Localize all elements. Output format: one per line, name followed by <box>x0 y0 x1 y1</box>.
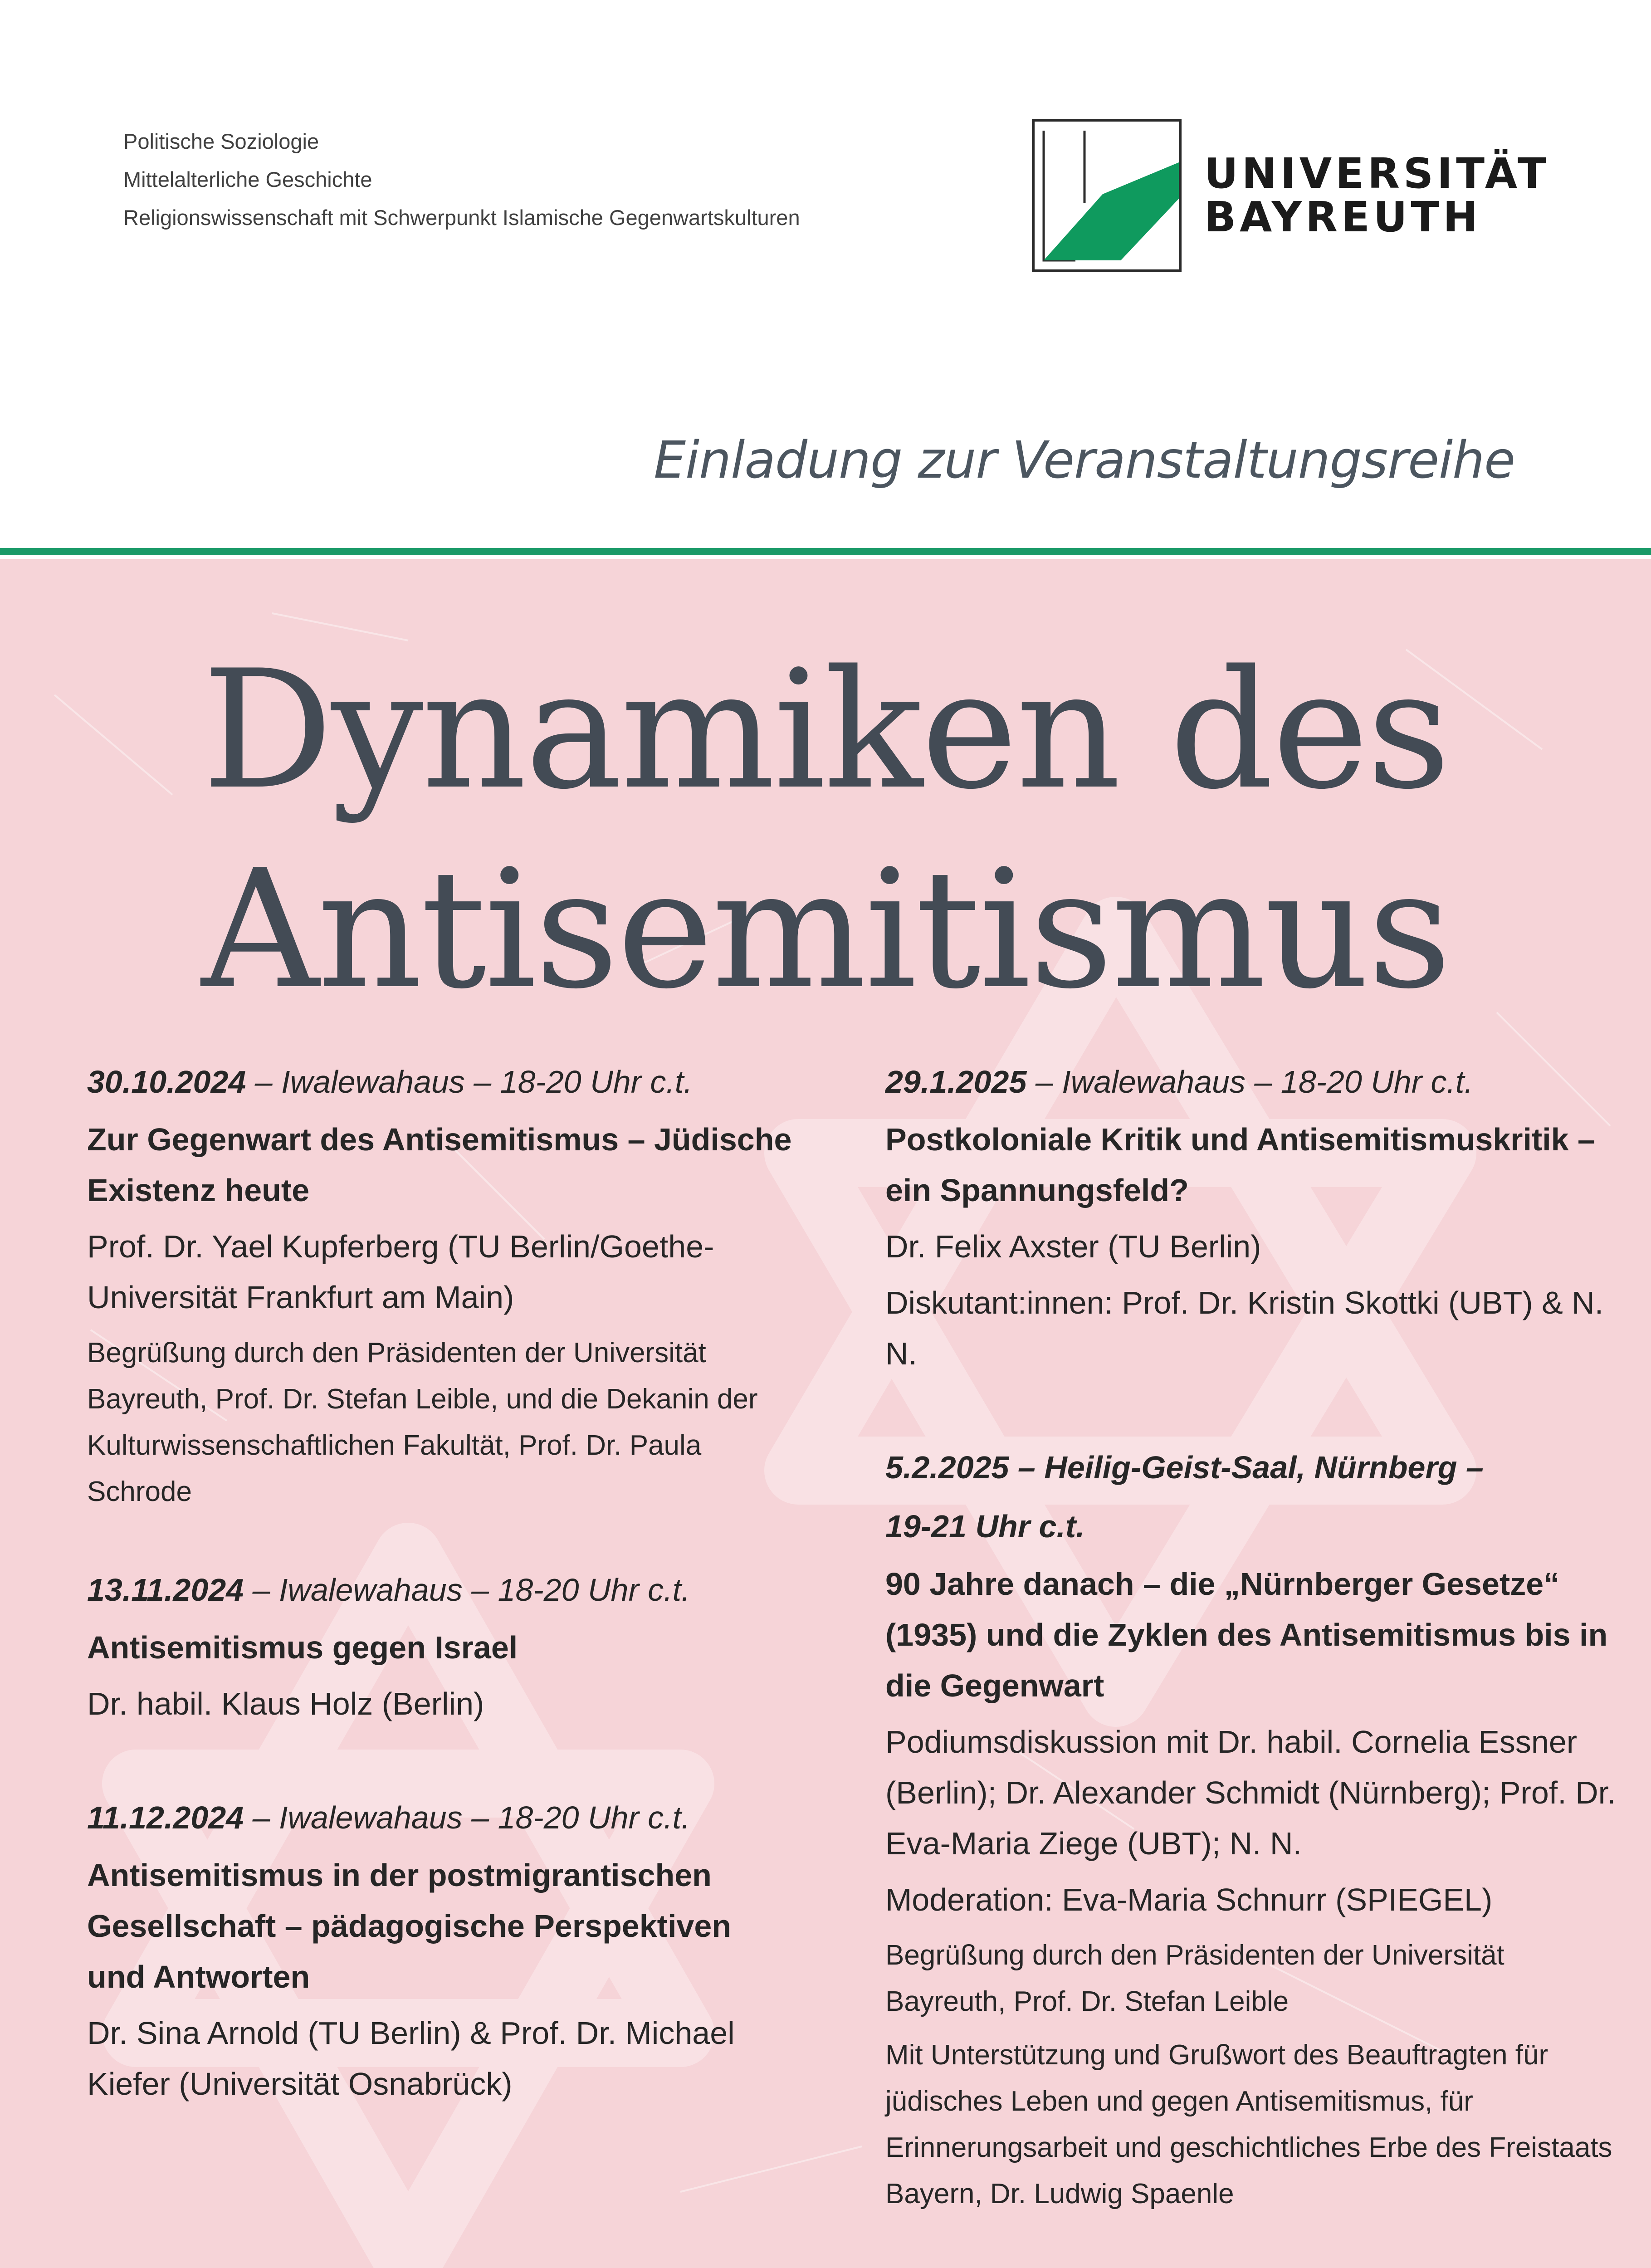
green-divider <box>0 548 1651 555</box>
event-speaker: Dr. Felix Axster (TU Berlin) <box>885 1229 1261 1264</box>
event-title: Antisemitismus in der postmigrantischen Gesellschaft – pädagogische Perspektiven und Antworten <box>87 1857 732 1994</box>
title-line-1: Dynamiken des <box>202 635 1449 825</box>
event-place: – Iwalewahaus – 18-20 Uhr c.t. <box>246 1064 693 1100</box>
event-note: Begrüßung durch den Präsidenten der Universität Bayreuth, Prof. Dr. Stefan Leible <box>885 1940 1504 2017</box>
page-title <box>0 631 1651 1030</box>
event-date-line <box>87 1788 795 1847</box>
event-title: Zur Gegenwart des Antisemitismus – Jüdische Existenz heute <box>87 1122 792 1208</box>
event-title: 90 Jahre danach – die „Nürnberger Gesetze“ (1935) und die Zyklen des Antisemitismus bis in die Gegenwart <box>885 1566 1608 1703</box>
university-logo <box>1032 119 1550 272</box>
event-time-line: 19-21 Uhr c.t. <box>885 1509 1085 1544</box>
event-place: – Iwalewahaus – 18-20 Uhr c.t. <box>244 1572 690 1608</box>
event-item <box>87 1788 795 2109</box>
event-item <box>87 1560 795 1729</box>
department-item: Politische Soziologie <box>123 129 319 153</box>
event-date-line <box>87 1560 795 1619</box>
event-speaker: Prof. Dr. Yael Kupferberg (TU Berlin/Goethe-Universität Frankfurt am Main) <box>87 1229 714 1315</box>
department-item: Religionswissenschaft mit Schwerpunkt Islamische Gegenwartskulturen <box>123 205 800 230</box>
events-right-column <box>885 1052 1620 2217</box>
event-moderation: Moderation: Eva-Maria Schnurr (SPIEGEL) <box>885 1882 1493 1917</box>
logo-line-2: BAYREUTH <box>1204 193 1482 241</box>
event-title: Antisemitismus gegen Israel <box>87 1630 518 1665</box>
event-discussants: Diskutant:innen: Prof. Dr. Kristin Skottki (UBT) & N. N. <box>885 1285 1604 1371</box>
event-date-line <box>87 1052 795 1111</box>
title-line-2: Antisemitismus <box>201 835 1450 1025</box>
event-date-line: 5.2.2025 – Heilig-Geist-Saal, Nürnberg – <box>885 1450 1484 1485</box>
university-logo-text <box>1204 149 1550 241</box>
department-list <box>123 122 800 237</box>
logo-line-1: UNIVERSITÄT <box>1204 149 1550 198</box>
event-item <box>885 1052 1620 1379</box>
event-date: 11.12.2024 <box>87 1800 244 1835</box>
event-place: – Iwalewahaus – 18-20 Uhr c.t. <box>1026 1064 1473 1100</box>
event-note: Begrüßung durch den Präsidenten der Universität Bayreuth, Prof. Dr. Stefan Leible, und die Dekanin der Kulturwissenschaftlichen Fakultät, Prof. Dr. Paula Schrode <box>87 1337 758 1507</box>
event-item <box>87 1052 795 1515</box>
event-place: – Iwalewahaus – 18-20 Uhr c.t. <box>244 1800 690 1835</box>
event-date-line <box>885 1052 1620 1111</box>
event-item <box>885 1438 1620 2217</box>
event-date: 29.1.2025 <box>885 1064 1027 1100</box>
event-title: Postkoloniale Kritik und Antisemitismuskritik – ein Spannungsfeld? <box>885 1122 1595 1208</box>
department-item: Mittelalterliche Geschichte <box>123 167 372 191</box>
event-support-note: Mit Unterstützung und Grußwort des Beauftragten für jüdisches Leben und gegen Antisemitismus, für Erinnerungsarbeit und geschichtliches Erbe des Freistaats Bayern, Dr. Ludwig Spaenle <box>885 2039 1612 2209</box>
event-speaker: Dr. Sina Arnold (TU Berlin) & Prof. Dr. Michael Kiefer (Universität Osnabrück) <box>87 2015 735 2102</box>
event-date: 13.11.2024 <box>87 1572 244 1608</box>
event-panel: Podiumsdiskussion mit Dr. habil. Cornelia Essner (Berlin); Dr. Alexander Schmidt (Nürnberg); Prof. Dr. Eva-Maria Ziege (UBT); N. N. <box>885 1724 1616 1861</box>
event-speaker: Dr. habil. Klaus Holz (Berlin) <box>87 1686 484 1721</box>
university-logo-icon <box>1032 119 1182 272</box>
event-date: 30.10.2024 <box>87 1064 246 1100</box>
invitation-heading: Einladung zur Veranstaltungsreihe <box>654 431 1515 490</box>
events-left-column <box>87 1052 795 2109</box>
